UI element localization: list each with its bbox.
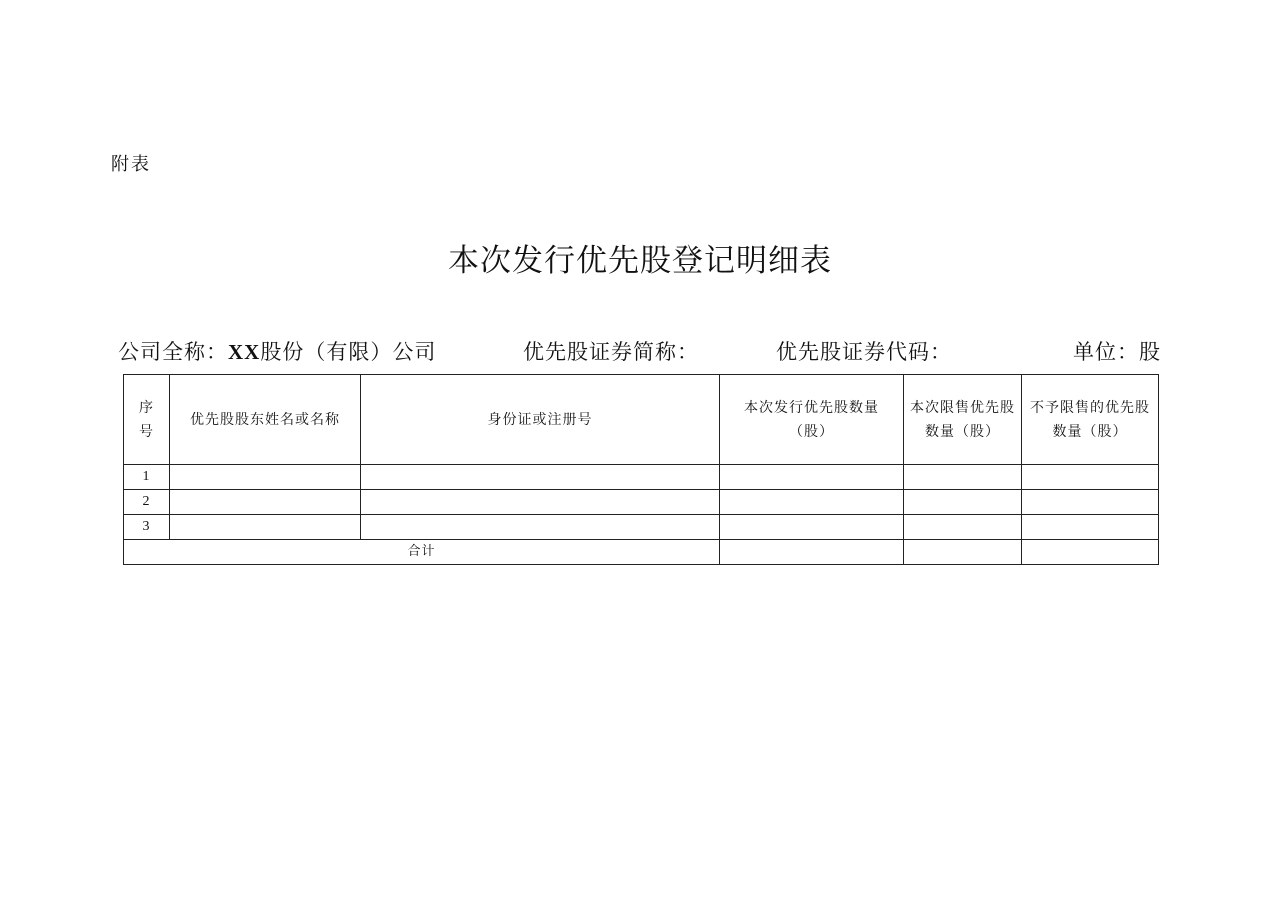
cell-shareholder-name[interactable] — [170, 515, 361, 540]
company-suffix: 股份（有限）公司 — [260, 340, 437, 364]
registration-detail-table — [123, 374, 1159, 565]
header-seq: 序号 — [124, 375, 170, 465]
total-label: 合计 — [124, 540, 720, 565]
total-row — [124, 540, 1159, 565]
company-label: 公司全称： — [118, 340, 228, 364]
table-row — [124, 465, 1159, 490]
header-shareholder-name: 优先股股东姓名或名称 — [170, 375, 361, 465]
cell-restricted-quantity[interactable] — [904, 490, 1022, 515]
cell-restricted-quantity[interactable] — [904, 515, 1022, 540]
total-issued-quantity[interactable] — [720, 540, 904, 565]
page-title: 本次发行优先股登记明细表 — [448, 243, 832, 279]
table-header-row — [124, 375, 1159, 465]
cell-id-number[interactable] — [361, 515, 720, 540]
total-restricted-quantity[interactable] — [904, 540, 1022, 565]
cell-unrestricted-quantity[interactable] — [1022, 490, 1159, 515]
unit-label: 单位：股 — [1073, 340, 1161, 364]
company-full-name — [118, 336, 436, 366]
cell-unrestricted-quantity[interactable] — [1022, 465, 1159, 490]
row-seq: 1 — [124, 465, 170, 490]
row-seq: 3 — [124, 515, 170, 540]
header-issued-quantity: 本次发行优先股数量（股） — [720, 375, 904, 465]
cell-shareholder-name[interactable] — [170, 465, 361, 490]
cell-shareholder-name[interactable] — [170, 490, 361, 515]
table-row — [124, 490, 1159, 515]
header-unrestricted-quantity: 不予限售的优先股数量（股） — [1022, 375, 1159, 465]
total-unrestricted-quantity[interactable] — [1022, 540, 1159, 565]
cell-issued-quantity[interactable] — [720, 515, 904, 540]
cell-id-number[interactable] — [361, 490, 720, 515]
row-seq: 2 — [124, 490, 170, 515]
cell-unrestricted-quantity[interactable] — [1022, 515, 1159, 540]
appendix-label: 附表 — [111, 154, 151, 175]
security-code-label: 优先股证券代码： — [776, 340, 952, 364]
security-short-name-label: 优先股证券简称： — [523, 340, 699, 364]
cell-id-number[interactable] — [361, 465, 720, 490]
header-restricted-quantity: 本次限售优先股数量（股） — [904, 375, 1022, 465]
cell-issued-quantity[interactable] — [720, 490, 904, 515]
cell-issued-quantity[interactable] — [720, 465, 904, 490]
table-row — [124, 515, 1159, 540]
cell-restricted-quantity[interactable] — [904, 465, 1022, 490]
company-name: XX — [228, 340, 261, 364]
header-id-number: 身份证或注册号 — [361, 375, 720, 465]
